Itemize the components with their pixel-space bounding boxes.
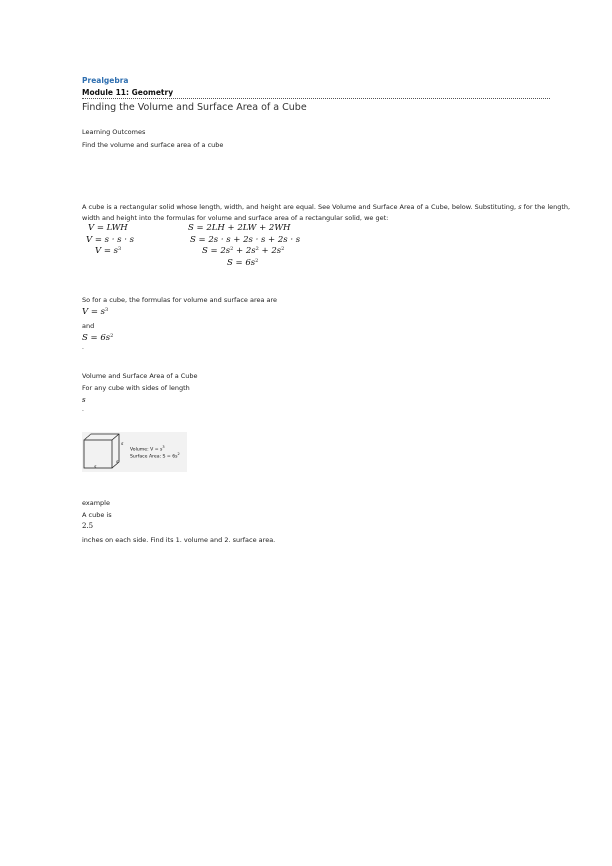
example-line-1: A cube is [82, 511, 112, 519]
volume-line-2: V = s · s · s [86, 235, 134, 245]
learning-outcomes-heading: Learning Outcomes [82, 128, 146, 136]
intro-var-s: s [518, 203, 522, 211]
volume-line-3 [95, 246, 121, 256]
figure-side-label-bottom: s [94, 465, 97, 470]
intro-paragraph [82, 202, 572, 224]
figure-side-label-right: s [121, 442, 124, 447]
divider [82, 98, 550, 99]
module-title: Module 11: Geometry [82, 88, 174, 97]
example-label: example [82, 499, 110, 507]
cube-figure [82, 432, 187, 472]
surface-line-3-p3: 2 [255, 246, 259, 252]
surface-line-3-p1: 2 [230, 246, 234, 252]
figure-area-label [130, 452, 180, 460]
period-1: . [82, 344, 84, 351]
figure-side-label-depth: s [116, 460, 119, 465]
learning-outcome-item: Find the volume and surface area of a cube [82, 141, 224, 149]
surface-line-3-p2: + 2s [233, 246, 256, 256]
example-line-2: inches on each side. Find its 1. volume and 2. surface area. [82, 536, 276, 544]
cube-volume-base: V = s [82, 307, 106, 317]
course-title: Prealgebra [82, 76, 129, 85]
intro-text-1: A cube is a rectangular solid whose length, width, and height are equal. See Volume and Surface Area of a Cube, below. Substituting, [82, 203, 519, 211]
box-var-s: s [82, 396, 86, 404]
intro-text-2: for the length, width and height into the formulas for volume and surface area of a rectangular solid, we get: [82, 203, 571, 222]
volume-line-3-base: V = s [95, 246, 119, 256]
cube-surface-base: S = 6s [82, 333, 111, 343]
figure-area-text: Surface Area: S = 6s [130, 454, 178, 460]
cube-formulas-intro: So for a cube, the formulas for volume and surface area are [82, 296, 278, 304]
surface-line-3-p5: 2 [281, 246, 285, 252]
surface-line-4-exp: 2 [255, 258, 259, 264]
figure-volume-exp: 3 [162, 445, 165, 449]
page-title: Finding the Volume and Surface Area of a Cube [82, 102, 307, 113]
and-text: and [82, 322, 95, 330]
box-text: For any cube with sides of length [82, 384, 190, 392]
surface-line-3-p0: S = 2s [202, 246, 231, 256]
cube-volume-exp: 3 [105, 307, 109, 313]
surface-line-4 [227, 258, 258, 268]
period-2: . [82, 406, 84, 413]
cube-surface-exp: 2 [110, 333, 114, 339]
surface-line-3-p4: + 2s [258, 246, 282, 256]
volume-line-1: V = LWH [88, 223, 128, 233]
volume-line-3-exp: 3 [118, 246, 122, 252]
surface-line-1: S = 2LH + 2LW + 2WH [188, 223, 291, 233]
box-title: Volume and Surface Area of a Cube [82, 372, 198, 380]
example-value: 2.5 [82, 522, 94, 530]
cube-volume-formula [82, 307, 108, 317]
cube-surface-formula [82, 333, 113, 343]
surface-line-3 [202, 246, 284, 256]
figure-volume-text: Volume: V = s [130, 447, 163, 453]
figure-area-exp: 2 [177, 452, 180, 456]
surface-line-4-base: S = 6s [227, 258, 256, 268]
surface-line-2: S = 2s · s + 2s · s + 2s · s [190, 235, 301, 245]
